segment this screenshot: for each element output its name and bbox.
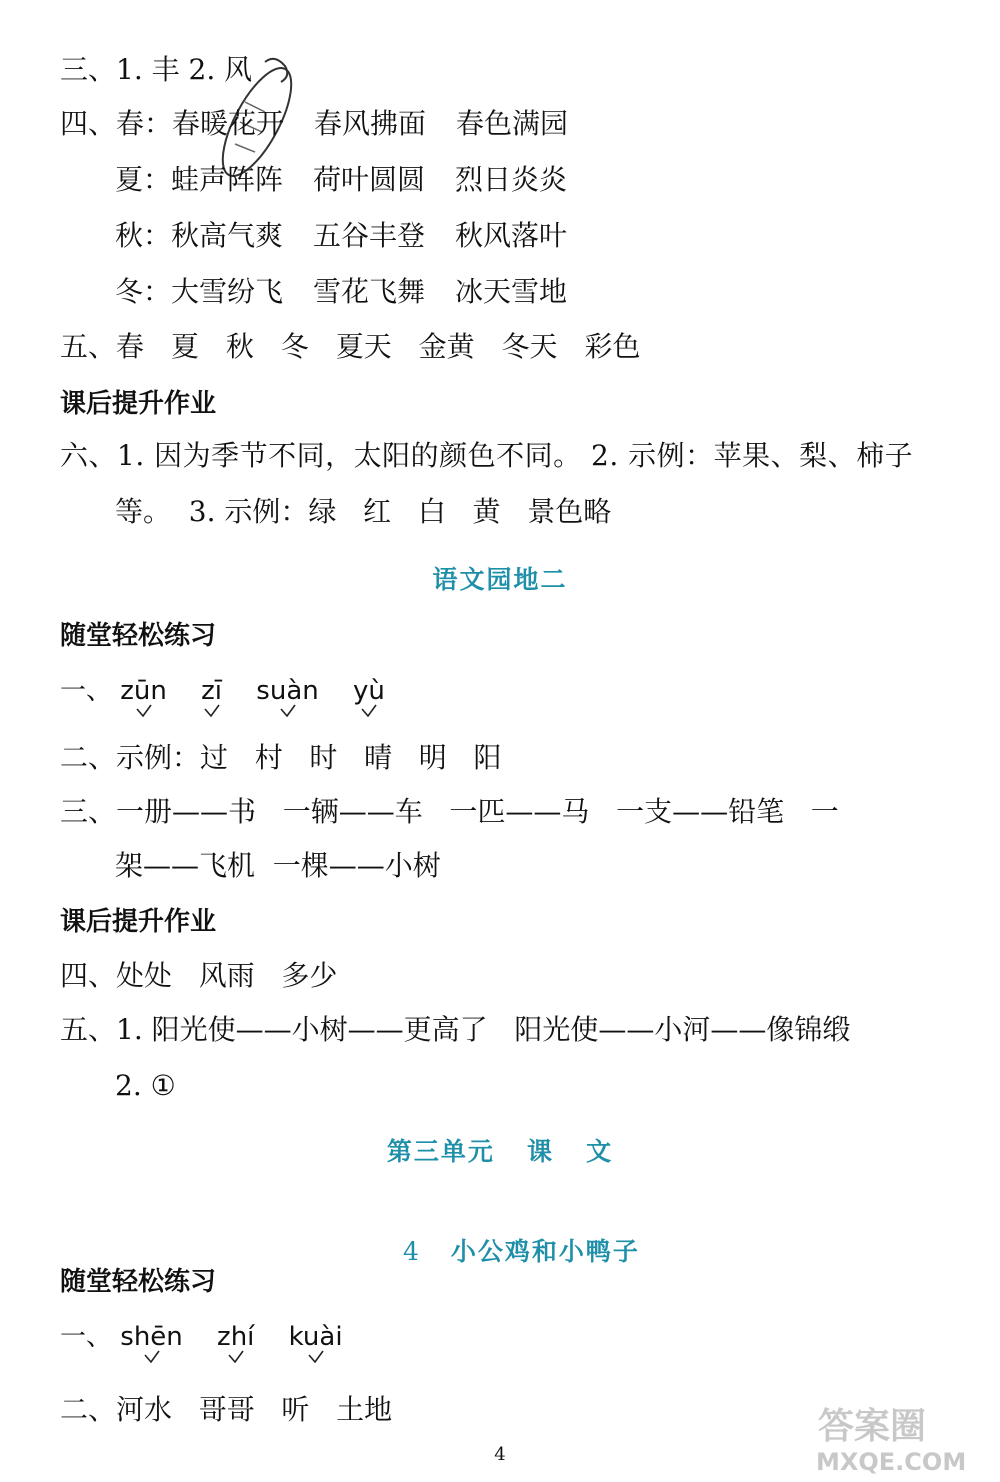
lesson-name: 小公鸡和小鸭子 (450, 1237, 640, 1266)
answer-line-5 (60, 327, 640, 367)
word: 彩色 (584, 330, 641, 363)
pinyin-answer-row-2 (60, 1320, 369, 1354)
phrase: 烈日炎炎 (455, 163, 568, 196)
answer-line-2-examples: 二、示例：过 村 时 晴 明 阳 (60, 741, 502, 774)
word: 金黄 (418, 330, 475, 363)
pinyin-item: zhí (217, 1320, 254, 1354)
unit-title: 第三单元 课 文 (386, 1137, 614, 1166)
word: 五、春 (60, 330, 145, 363)
answer-line-4-words: 四、处处 风雨 多少 (60, 959, 338, 992)
answer-line-6-cont: 等。 3. 示例：绿 红 白 黄 景色略 (115, 495, 612, 528)
answer-line-3: 三、1. 丰 2. 风 (60, 53, 253, 86)
section-heading-practice-2: 随堂轻松练习 (60, 1267, 217, 1297)
answer-line-winter (115, 272, 567, 312)
word: 冬 (280, 330, 309, 363)
pinyin-answer-row-1 (60, 674, 411, 708)
answer-line-5-sunlight: 五、1. 阳光使——小树——更高了 阳光使——小河——像锦缎 (60, 1013, 851, 1046)
phrase: 秋：秋高气爽 (115, 219, 284, 252)
phrase: 冬：大雪纷飞 (115, 275, 284, 308)
pinyin-item: zī (201, 674, 222, 708)
answer-line-5-cont: 2. ① (115, 1069, 176, 1102)
item-prefix: 一、 (60, 1322, 113, 1352)
phrase: 春风拂面 (314, 107, 427, 140)
phrase: 春色满园 (456, 107, 569, 140)
answer-line-3-cont: 架——飞机 一棵——小树 (115, 849, 441, 882)
phrase: 秋风落叶 (455, 219, 568, 252)
pinyin-item: yù (353, 674, 385, 708)
item-prefix: 一、 (60, 676, 113, 706)
section-title-yuwen-yuandi-2: 语文园地二 (432, 565, 568, 594)
answer-line-summer (115, 160, 567, 200)
lesson-number: 4 (402, 1237, 421, 1266)
watermark-logo (808, 1398, 978, 1476)
checkmark-icon (136, 704, 152, 718)
checkmark-icon (144, 1350, 160, 1364)
pinyin-item: kuài (289, 1320, 343, 1354)
word: 秋 (225, 330, 254, 363)
pinyin-item: zūn (120, 674, 167, 708)
checkmark-icon (361, 704, 377, 718)
phrase: 雪花飞舞 (313, 275, 426, 308)
phrase: 夏：蛙声阵阵 (115, 163, 284, 196)
watermark-title: 答案圈 (818, 1406, 927, 1447)
phrase: 四、春：春暖花开 (60, 107, 285, 140)
pinyin-item: shēn (120, 1320, 183, 1354)
checkmark-icon (280, 704, 296, 718)
phrase: 荷叶圆圆 (313, 163, 426, 196)
answer-line-6: 六、1. 因为季节不同，太阳的颜色不同。 2. 示例：苹果、梨、柿子 (60, 439, 914, 472)
phrase: 五谷丰登 (313, 219, 426, 252)
pinyin-item: suàn (256, 674, 318, 708)
answer-line-autumn (115, 216, 567, 256)
word: 夏天 (335, 330, 392, 363)
word: 冬天 (501, 330, 558, 363)
phrase: 冰天雪地 (455, 275, 568, 308)
answer-line-3-measure-words: 三、一册——书 一辆——车 一匹——马 一支——铅笔 一 (60, 795, 839, 828)
word: 夏 (170, 330, 199, 363)
answer-line-4-spring (60, 104, 568, 144)
watermark-url: MXQE.COM (816, 1448, 967, 1476)
answer-line-2-words: 二、河水 哥哥 听 土地 (60, 1393, 393, 1426)
checkmark-icon (308, 1350, 324, 1364)
checkmark-icon (228, 1350, 244, 1364)
page-number: 4 (494, 1444, 506, 1465)
checkmark-icon (204, 704, 220, 718)
section-heading-homework-2: 课后提升作业 (60, 907, 217, 937)
section-heading-practice: 随堂轻松练习 (60, 621, 217, 651)
section-heading-homework: 课后提升作业 (60, 389, 217, 419)
